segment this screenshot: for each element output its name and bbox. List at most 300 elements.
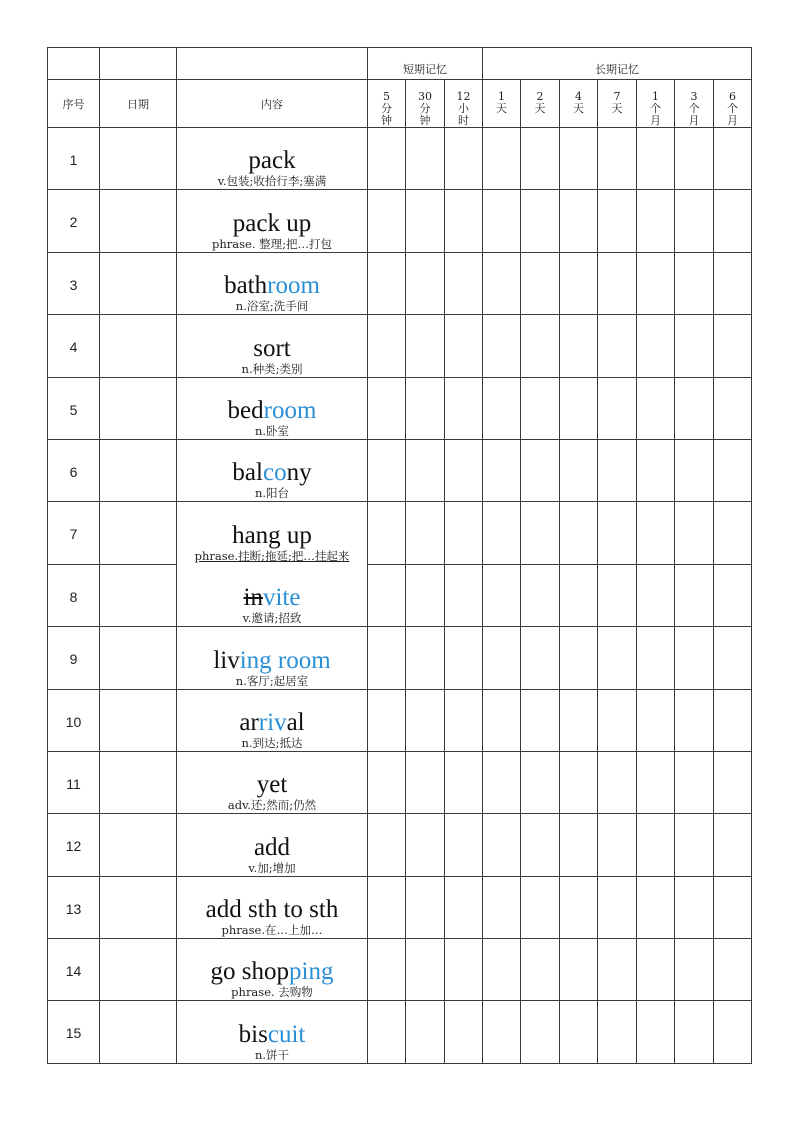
word-segment: add bbox=[253, 833, 291, 861]
review-checkbox-cell[interactable] bbox=[637, 439, 675, 501]
header-blank-cell bbox=[48, 48, 100, 80]
interval-header-char: 3 bbox=[690, 90, 698, 103]
header-blank-cell bbox=[177, 48, 368, 80]
review-checkbox-cell[interactable] bbox=[483, 315, 521, 377]
review-checkbox-cell[interactable] bbox=[445, 377, 483, 439]
date-cell[interactable] bbox=[100, 689, 177, 751]
review-checkbox-cell[interactable] bbox=[406, 190, 445, 252]
review-checkbox-cell[interactable] bbox=[445, 751, 483, 813]
table-row bbox=[48, 190, 752, 252]
vocab-word bbox=[177, 585, 367, 611]
interval-header-8 bbox=[675, 80, 714, 128]
review-checkbox-cell[interactable] bbox=[598, 315, 637, 377]
long-term-header: 长期记忆 bbox=[483, 48, 752, 80]
interval-header-char: 小 bbox=[458, 102, 469, 115]
date-cell[interactable] bbox=[100, 876, 177, 938]
review-checkbox-cell[interactable] bbox=[521, 876, 560, 938]
review-checkbox-cell[interactable] bbox=[714, 128, 752, 190]
review-checkbox-cell[interactable] bbox=[445, 939, 483, 1001]
table-row bbox=[48, 814, 752, 876]
review-checkbox-cell[interactable] bbox=[598, 502, 637, 564]
review-checkbox-cell[interactable] bbox=[598, 876, 637, 938]
review-checkbox-cell[interactable] bbox=[521, 564, 560, 626]
review-checkbox-cell[interactable] bbox=[714, 377, 752, 439]
date-cell[interactable] bbox=[100, 252, 177, 314]
review-checkbox-cell[interactable] bbox=[445, 689, 483, 751]
review-checkbox-cell[interactable] bbox=[483, 751, 521, 813]
review-checkbox-cell[interactable] bbox=[637, 190, 675, 252]
content-cell bbox=[177, 876, 368, 938]
review-checkbox-cell[interactable] bbox=[368, 377, 406, 439]
review-checkbox-cell[interactable] bbox=[714, 1001, 752, 1064]
short-term-header: 短期记忆 bbox=[368, 48, 483, 80]
date-cell[interactable] bbox=[100, 564, 177, 626]
review-checkbox-cell[interactable] bbox=[521, 751, 560, 813]
review-checkbox-cell[interactable] bbox=[598, 751, 637, 813]
review-checkbox-cell[interactable] bbox=[560, 502, 598, 564]
header-columns-row bbox=[48, 80, 752, 128]
interval-header-5 bbox=[560, 80, 598, 128]
review-checkbox-cell[interactable] bbox=[483, 252, 521, 314]
review-checkbox-cell[interactable] bbox=[406, 689, 445, 751]
date-cell[interactable] bbox=[100, 627, 177, 689]
review-checkbox-cell[interactable] bbox=[560, 814, 598, 876]
review-checkbox-cell[interactable] bbox=[560, 439, 598, 501]
vocab-word bbox=[177, 523, 367, 549]
review-checkbox-cell[interactable] bbox=[560, 190, 598, 252]
review-checkbox-cell[interactable] bbox=[598, 252, 637, 314]
table-row bbox=[48, 252, 752, 314]
row-index: 14 bbox=[48, 939, 100, 1001]
review-checkbox-cell[interactable] bbox=[483, 439, 521, 501]
table-row bbox=[48, 377, 752, 439]
review-checkbox-cell[interactable] bbox=[368, 876, 406, 938]
vocab-word bbox=[177, 897, 367, 923]
review-checkbox-cell[interactable] bbox=[598, 377, 637, 439]
word-highlight-segment: riv bbox=[258, 708, 287, 736]
word-segment: yet bbox=[256, 771, 288, 799]
word-highlight-segment: ing room bbox=[239, 646, 331, 674]
review-checkbox-cell[interactable] bbox=[675, 1001, 714, 1064]
content-cell bbox=[177, 502, 368, 564]
row-index: 15 bbox=[48, 1001, 100, 1064]
table-row bbox=[48, 1001, 752, 1064]
review-checkbox-cell[interactable] bbox=[560, 689, 598, 751]
review-checkbox-cell[interactable] bbox=[560, 939, 598, 1001]
interval-header-char: 钟 bbox=[381, 114, 392, 127]
review-checkbox-cell[interactable] bbox=[445, 502, 483, 564]
date-cell[interactable] bbox=[100, 439, 177, 501]
interval-header-char: 12 bbox=[456, 90, 471, 103]
review-checkbox-cell[interactable] bbox=[675, 939, 714, 1001]
review-checkbox-cell[interactable] bbox=[637, 564, 675, 626]
table-row bbox=[48, 439, 752, 501]
review-checkbox-cell[interactable] bbox=[598, 564, 637, 626]
content-cell bbox=[177, 128, 368, 190]
word-segment: in bbox=[243, 584, 263, 612]
review-checkbox-cell[interactable] bbox=[598, 814, 637, 876]
interval-header-char: 1 bbox=[652, 90, 659, 103]
vocab-word bbox=[177, 1022, 367, 1048]
review-checkbox-cell[interactable] bbox=[598, 939, 637, 1001]
content-cell bbox=[177, 252, 368, 314]
interval-header-char: 4 bbox=[575, 90, 582, 103]
review-checkbox-cell[interactable] bbox=[406, 939, 445, 1001]
content-cell bbox=[177, 1001, 368, 1064]
review-checkbox-cell[interactable] bbox=[637, 814, 675, 876]
review-checkbox-cell[interactable] bbox=[521, 252, 560, 314]
review-checkbox-cell[interactable] bbox=[368, 502, 406, 564]
review-checkbox-cell[interactable] bbox=[445, 814, 483, 876]
review-checkbox-cell[interactable] bbox=[560, 1001, 598, 1064]
review-checkbox-cell[interactable] bbox=[560, 564, 598, 626]
date-cell[interactable] bbox=[100, 939, 177, 1001]
review-checkbox-cell[interactable] bbox=[637, 128, 675, 190]
review-checkbox-cell[interactable] bbox=[675, 315, 714, 377]
review-checkbox-cell[interactable] bbox=[368, 315, 406, 377]
word-definition: n.浴室;洗手间 bbox=[235, 299, 309, 314]
interval-header-4 bbox=[521, 80, 560, 128]
review-checkbox-cell[interactable] bbox=[637, 502, 675, 564]
review-checkbox-cell[interactable] bbox=[445, 128, 483, 190]
word-definition: n.客厅;起居室 bbox=[235, 673, 309, 688]
review-checkbox-cell[interactable] bbox=[637, 252, 675, 314]
review-checkbox-cell[interactable] bbox=[714, 564, 752, 626]
table-row bbox=[48, 502, 752, 564]
review-checkbox-cell[interactable] bbox=[483, 876, 521, 938]
review-checkbox-cell[interactable] bbox=[714, 751, 752, 813]
word-segment: bis bbox=[238, 1021, 268, 1049]
table-row bbox=[48, 939, 752, 1001]
interval-header-char: 月 bbox=[727, 114, 738, 127]
content-cell bbox=[177, 939, 368, 1001]
row-index: 1 bbox=[48, 128, 100, 190]
row-index: 9 bbox=[48, 627, 100, 689]
word-segment: add sth to sth bbox=[205, 896, 339, 924]
review-checkbox-cell[interactable] bbox=[714, 689, 752, 751]
review-checkbox-cell[interactable] bbox=[598, 439, 637, 501]
review-checkbox-cell[interactable] bbox=[368, 814, 406, 876]
vocab-word bbox=[177, 460, 367, 486]
date-cell[interactable] bbox=[100, 315, 177, 377]
review-checkbox-cell[interactable] bbox=[521, 814, 560, 876]
review-checkbox-cell[interactable] bbox=[637, 377, 675, 439]
review-checkbox-cell[interactable] bbox=[483, 502, 521, 564]
review-checkbox-cell[interactable] bbox=[521, 315, 560, 377]
review-checkbox-cell[interactable] bbox=[521, 1001, 560, 1064]
review-checkbox-cell[interactable] bbox=[675, 128, 714, 190]
interval-header-0 bbox=[368, 80, 406, 128]
review-checkbox-cell[interactable] bbox=[483, 689, 521, 751]
review-checkbox-cell[interactable] bbox=[560, 751, 598, 813]
content-cell bbox=[177, 315, 368, 377]
interval-header-char: 1 bbox=[498, 90, 505, 103]
interval-header-2 bbox=[445, 80, 483, 128]
review-checkbox-cell[interactable] bbox=[445, 1001, 483, 1064]
review-checkbox-cell[interactable] bbox=[406, 1001, 445, 1064]
row-index: 8 bbox=[48, 564, 100, 626]
vocab-word bbox=[177, 148, 367, 174]
interval-header-9 bbox=[714, 80, 752, 128]
word-definition: phrase.在…上加… bbox=[221, 923, 323, 938]
table-row bbox=[48, 564, 752, 626]
word-definition: n.阳台 bbox=[254, 486, 290, 501]
word-definition: n.卧室 bbox=[254, 423, 290, 438]
word-segment: al bbox=[286, 708, 305, 736]
review-checkbox-cell[interactable] bbox=[483, 814, 521, 876]
word-highlight-segment: room bbox=[267, 272, 320, 300]
word-definition: v.加;增加 bbox=[248, 860, 296, 875]
review-checkbox-cell[interactable] bbox=[521, 627, 560, 689]
interval-header-char: 个 bbox=[727, 102, 738, 115]
review-checkbox-cell[interactable] bbox=[637, 939, 675, 1001]
interval-header-char: 7 bbox=[613, 90, 621, 103]
review-checkbox-cell[interactable] bbox=[675, 190, 714, 252]
review-checkbox-cell[interactable] bbox=[521, 689, 560, 751]
review-checkbox-cell[interactable] bbox=[406, 564, 445, 626]
interval-header-6 bbox=[598, 80, 637, 128]
review-checkbox-cell[interactable] bbox=[368, 128, 406, 190]
date-cell[interactable] bbox=[100, 190, 177, 252]
content-cell bbox=[177, 689, 368, 751]
index-column-header: 序号 bbox=[48, 80, 100, 128]
word-rows bbox=[48, 128, 752, 1064]
vocab-word bbox=[177, 835, 367, 861]
review-checkbox-cell[interactable] bbox=[714, 315, 752, 377]
row-index: 4 bbox=[48, 315, 100, 377]
review-checkbox-cell[interactable] bbox=[560, 252, 598, 314]
word-segment: pack bbox=[248, 147, 296, 175]
review-checkbox-cell[interactable] bbox=[637, 315, 675, 377]
review-checkbox-cell[interactable] bbox=[675, 252, 714, 314]
review-checkbox-cell[interactable] bbox=[675, 564, 714, 626]
interval-header-char: 天 bbox=[573, 102, 584, 115]
word-segment: hang up bbox=[232, 522, 312, 550]
review-checkbox-cell[interactable] bbox=[714, 502, 752, 564]
review-checkbox-cell[interactable] bbox=[368, 190, 406, 252]
vocab-word bbox=[177, 398, 367, 424]
review-checkbox-cell[interactable] bbox=[560, 377, 598, 439]
word-definition: v.邀请;招致 bbox=[242, 611, 302, 626]
review-checkbox-cell[interactable] bbox=[637, 689, 675, 751]
review-checkbox-cell[interactable] bbox=[714, 876, 752, 938]
review-checkbox-cell[interactable] bbox=[714, 627, 752, 689]
review-checkbox-cell[interactable] bbox=[714, 939, 752, 1001]
review-checkbox-cell[interactable] bbox=[445, 252, 483, 314]
review-checkbox-cell[interactable] bbox=[368, 564, 406, 626]
review-checkbox-cell[interactable] bbox=[675, 876, 714, 938]
date-cell[interactable] bbox=[100, 1001, 177, 1064]
review-checkbox-cell[interactable] bbox=[675, 377, 714, 439]
row-index: 13 bbox=[48, 876, 100, 938]
word-highlight-segment: ping bbox=[289, 958, 334, 986]
date-cell[interactable] bbox=[100, 502, 177, 564]
row-index: 7 bbox=[48, 502, 100, 564]
review-checkbox-cell[interactable] bbox=[445, 190, 483, 252]
header-group-row bbox=[48, 48, 752, 80]
review-checkbox-cell[interactable] bbox=[406, 252, 445, 314]
date-cell[interactable] bbox=[100, 377, 177, 439]
interval-header-char: 2 bbox=[536, 90, 544, 103]
vocab-word bbox=[177, 648, 367, 674]
review-checkbox-cell[interactable] bbox=[675, 627, 714, 689]
word-segment: go shop bbox=[210, 958, 290, 986]
interval-header-char: 月 bbox=[688, 114, 700, 127]
word-segment: ar bbox=[239, 708, 259, 736]
interval-header-char: 30 bbox=[418, 90, 432, 103]
review-checkbox-cell[interactable] bbox=[675, 439, 714, 501]
review-checkbox-cell[interactable] bbox=[406, 502, 445, 564]
review-checkbox-cell[interactable] bbox=[521, 939, 560, 1001]
review-checkbox-cell[interactable] bbox=[521, 128, 560, 190]
content-cell bbox=[177, 627, 368, 689]
review-checkbox-cell[interactable] bbox=[368, 252, 406, 314]
review-checkbox-cell[interactable] bbox=[445, 439, 483, 501]
interval-header-char: 分 bbox=[381, 102, 392, 115]
interval-header-char: 天 bbox=[611, 102, 623, 115]
table-row bbox=[48, 876, 752, 938]
review-checkbox-cell[interactable] bbox=[675, 502, 714, 564]
review-checkbox-cell[interactable] bbox=[483, 128, 521, 190]
review-checkbox-cell[interactable] bbox=[368, 689, 406, 751]
review-checkbox-cell[interactable] bbox=[406, 876, 445, 938]
interval-header-7 bbox=[637, 80, 675, 128]
word-segment: sort bbox=[253, 334, 291, 362]
interval-header-char: 5 bbox=[383, 90, 390, 103]
table-row bbox=[48, 627, 752, 689]
content-cell bbox=[177, 814, 368, 876]
review-checkbox-cell[interactable] bbox=[637, 876, 675, 938]
word-definition: phrase.挂断;拖延;把…挂起来 bbox=[194, 549, 350, 564]
review-checkbox-cell[interactable] bbox=[598, 190, 637, 252]
interval-header-char: 个 bbox=[650, 102, 661, 115]
review-checkbox-cell[interactable] bbox=[483, 939, 521, 1001]
word-definition: v.包装;收拾行李;塞满 bbox=[217, 174, 327, 189]
review-checkbox-cell[interactable] bbox=[560, 627, 598, 689]
word-highlight-segment: room bbox=[263, 396, 317, 424]
word-segment: bed bbox=[227, 396, 264, 424]
review-checkbox-cell[interactable] bbox=[675, 751, 714, 813]
review-checkbox-cell[interactable] bbox=[560, 876, 598, 938]
review-checkbox-cell[interactable] bbox=[560, 315, 598, 377]
review-checkbox-cell[interactable] bbox=[445, 564, 483, 626]
word-definition: n.种类;类别 bbox=[241, 361, 303, 376]
content-cell bbox=[177, 564, 368, 626]
word-definition: adv.还;然而;仍然 bbox=[227, 798, 317, 813]
row-index: 6 bbox=[48, 439, 100, 501]
review-checkbox-cell[interactable] bbox=[675, 814, 714, 876]
review-checkbox-cell[interactable] bbox=[445, 876, 483, 938]
review-checkbox-cell[interactable] bbox=[406, 315, 445, 377]
row-index: 12 bbox=[48, 814, 100, 876]
review-checkbox-cell[interactable] bbox=[368, 439, 406, 501]
word-highlight-segment: co bbox=[262, 459, 287, 487]
row-index: 3 bbox=[48, 252, 100, 314]
review-checkbox-cell[interactable] bbox=[521, 377, 560, 439]
review-checkbox-cell[interactable] bbox=[675, 689, 714, 751]
interval-header-char: 分 bbox=[419, 102, 431, 115]
word-definition: n.到达;抵达 bbox=[241, 735, 303, 750]
review-checkbox-cell[interactable] bbox=[483, 1001, 521, 1064]
review-checkbox-cell[interactable] bbox=[483, 627, 521, 689]
review-checkbox-cell[interactable] bbox=[521, 502, 560, 564]
content-cell bbox=[177, 190, 368, 252]
table-row bbox=[48, 751, 752, 813]
review-checkbox-cell[interactable] bbox=[483, 564, 521, 626]
word-segment: bal bbox=[232, 459, 263, 487]
content-cell bbox=[177, 439, 368, 501]
review-checkbox-cell[interactable] bbox=[445, 627, 483, 689]
review-checkbox-cell[interactable] bbox=[598, 689, 637, 751]
review-checkbox-cell[interactable] bbox=[637, 627, 675, 689]
review-checkbox-cell[interactable] bbox=[406, 439, 445, 501]
header-blank-cell bbox=[100, 48, 177, 80]
review-checkbox-cell[interactable] bbox=[406, 627, 445, 689]
vocab-word bbox=[177, 273, 367, 299]
date-cell[interactable] bbox=[100, 814, 177, 876]
review-checkbox-cell[interactable] bbox=[598, 627, 637, 689]
review-checkbox-cell[interactable] bbox=[368, 751, 406, 813]
word-segment: liv bbox=[213, 646, 240, 674]
review-checkbox-cell[interactable] bbox=[714, 439, 752, 501]
row-index: 5 bbox=[48, 377, 100, 439]
review-checkbox-cell[interactable] bbox=[406, 128, 445, 190]
interval-header-char: 天 bbox=[534, 102, 546, 115]
interval-header-char: 6 bbox=[729, 90, 736, 103]
review-checkbox-cell[interactable] bbox=[406, 814, 445, 876]
review-checkbox-cell[interactable] bbox=[368, 627, 406, 689]
review-checkbox-cell[interactable] bbox=[637, 1001, 675, 1064]
review-checkbox-cell[interactable] bbox=[445, 315, 483, 377]
review-checkbox-cell[interactable] bbox=[598, 128, 637, 190]
vocab-word bbox=[177, 772, 367, 798]
date-cell[interactable] bbox=[100, 751, 177, 813]
review-checkbox-cell[interactable] bbox=[521, 439, 560, 501]
table-row bbox=[48, 315, 752, 377]
content-cell bbox=[177, 377, 368, 439]
content-cell bbox=[177, 751, 368, 813]
interval-header-char: 钟 bbox=[419, 114, 431, 127]
word-highlight-segment: vite bbox=[262, 584, 301, 612]
interval-header-1 bbox=[406, 80, 445, 128]
review-checkbox-cell[interactable] bbox=[406, 751, 445, 813]
table-row bbox=[48, 689, 752, 751]
review-checkbox-cell[interactable] bbox=[714, 252, 752, 314]
review-checkbox-cell[interactable] bbox=[598, 1001, 637, 1064]
review-checkbox-cell[interactable] bbox=[714, 190, 752, 252]
date-cell[interactable] bbox=[100, 128, 177, 190]
interval-header-char: 时 bbox=[458, 114, 469, 127]
review-checkbox-cell[interactable] bbox=[368, 939, 406, 1001]
review-checkbox-cell[interactable] bbox=[406, 377, 445, 439]
word-segment: pack up bbox=[232, 209, 312, 237]
review-checkbox-cell[interactable] bbox=[368, 1001, 406, 1064]
vocab-word bbox=[177, 959, 367, 985]
word-definition: phrase. 去购物 bbox=[231, 985, 313, 1000]
word-segment: ny bbox=[286, 459, 312, 487]
review-checkbox-cell[interactable] bbox=[483, 190, 521, 252]
review-checkbox-cell[interactable] bbox=[521, 190, 560, 252]
interval-header-3 bbox=[483, 80, 521, 128]
content-column-header: 内容 bbox=[177, 80, 368, 128]
review-checkbox-cell[interactable] bbox=[483, 377, 521, 439]
review-checkbox-cell[interactable] bbox=[637, 751, 675, 813]
table-row bbox=[48, 128, 752, 190]
review-checkbox-cell[interactable] bbox=[714, 814, 752, 876]
interval-header-char: 天 bbox=[496, 102, 507, 115]
review-checkbox-cell[interactable] bbox=[560, 128, 598, 190]
vocab-word bbox=[177, 710, 367, 736]
